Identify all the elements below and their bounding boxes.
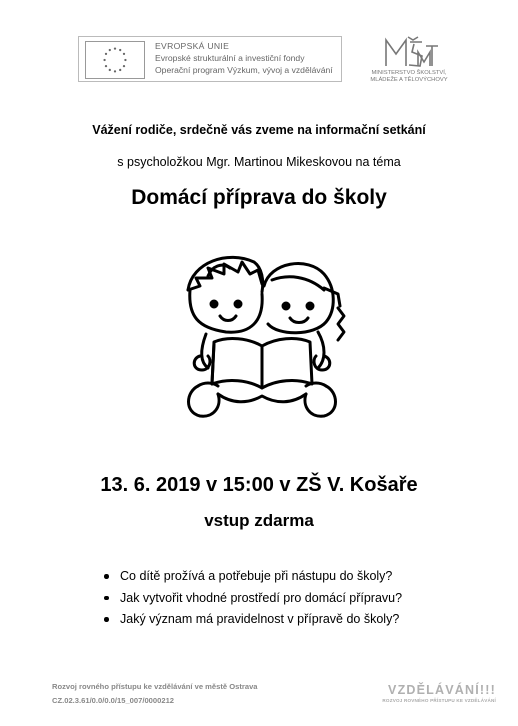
- speaker-line: s psycholožkou Mgr. Martinou Mikeskovou na téma: [117, 155, 401, 169]
- msmt-line-1: MINISTERSTVO ŠKOLSTVÍ,: [371, 70, 447, 76]
- eu-funds-line: Evropské strukturální a investiční fondy: [155, 53, 305, 63]
- footer-brand: [376, 683, 496, 705]
- eu-flag-icon: [85, 41, 145, 79]
- topic-title: Domácí příprava do školy: [131, 186, 387, 209]
- msmt-line-2: MLÁDEŽE A TĚLOVÝCHOVY: [370, 77, 448, 83]
- brand-title: VZDĚLÁVÁNÍ!!!: [388, 683, 496, 697]
- event-date-place: 13. 6. 2019 v 15:00 v ZŠ V. Košaře: [100, 474, 418, 496]
- eu-logo-block: [78, 36, 342, 82]
- question-item: Jaký význam má pravidelnost v přípravě do školy?: [104, 611, 402, 633]
- eu-title: EVROPSKÁ UNIE: [155, 41, 230, 51]
- eu-programme-line: Operační program Výzkum, vývoj a vzdělávání: [155, 65, 333, 75]
- brand-subtitle: ROZVOJ ROVNÉHO PŘÍSTUPU KE VZDĚLÁVÁNÍ: [382, 698, 496, 703]
- question-list: [104, 568, 402, 633]
- entry-note: vstup zdarma: [204, 511, 314, 530]
- eu-text: [155, 40, 333, 76]
- msmt-text: [356, 70, 462, 84]
- question-item: Jak vytvořit vhodné prostředí pro domácí přípravu?: [104, 590, 402, 612]
- msmt-logo-block: [356, 34, 462, 94]
- footer-project: [52, 680, 258, 708]
- footer-project-code: CZ.02.3.61/0.0/0.0/15_007/0000212: [52, 696, 175, 705]
- footer-project-name: Rozvoj rovného přístupu ke vzdělávání ve městě Ostrava: [52, 682, 258, 691]
- greeting: Vážení rodiče, srdečně vás zveme na informační setkání: [92, 123, 426, 137]
- question-item: Co dítě prožívá a potřebuje při nástupu do školy?: [104, 568, 402, 590]
- children-reading-illustration: [178, 246, 346, 426]
- msmt-logo-icon: [356, 34, 462, 70]
